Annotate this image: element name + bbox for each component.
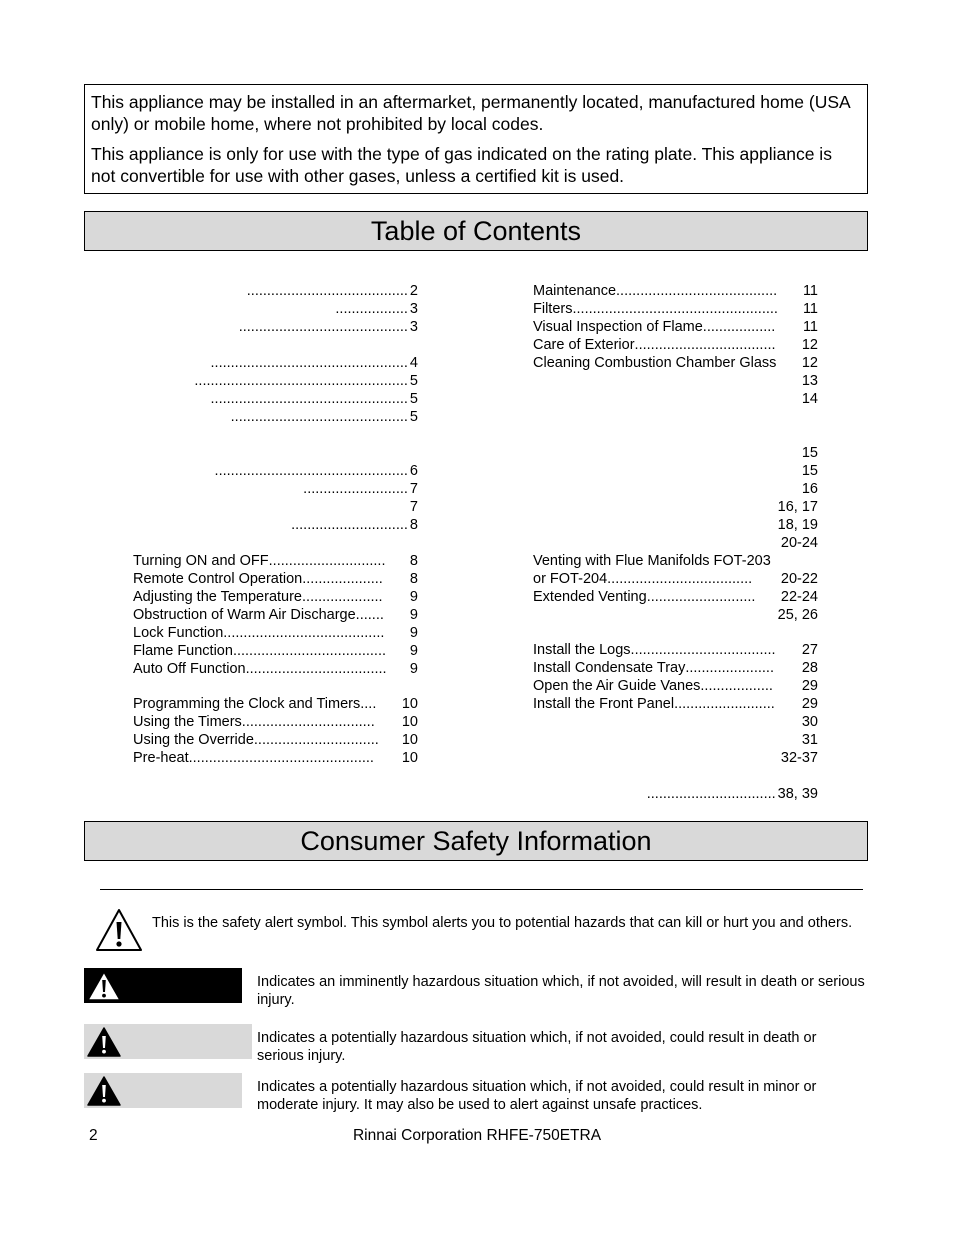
toc-entry bbox=[133, 390, 418, 408]
toc-entry-page: 25, 26 bbox=[777, 607, 818, 623]
toc-entry bbox=[533, 300, 818, 318]
toc-entry-title: Open the Air Guide Vanes bbox=[533, 678, 701, 694]
toc-heading: Table of Contents bbox=[84, 211, 868, 251]
toc-entry-title: Turning ON and OFF bbox=[133, 553, 269, 569]
toc-entry-leader: ................................ bbox=[646, 786, 776, 802]
toc-entry-page: 18, 19 bbox=[777, 517, 818, 533]
caution-description: Indicates a potentially hazardous situation which, if not avoided, could result in minor or moderate injury. It may also be used to alert against unsafe practices. bbox=[257, 1079, 817, 1113]
toc-entry-leader: ........................................ bbox=[246, 283, 408, 299]
toc-entry-title: or FOT-204 bbox=[533, 571, 608, 587]
toc-entry-title: Using the Override bbox=[133, 732, 254, 748]
toc-entry-page: 8 bbox=[409, 517, 418, 533]
toc-entry-title: Filters bbox=[533, 301, 573, 317]
toc-entry-page: 20-24 bbox=[780, 535, 818, 551]
toc-entry-leader: ................................... bbox=[245, 661, 387, 677]
toc-entry-page: 7 bbox=[409, 481, 418, 497]
footer-document-title: Rinnai Corporation RHFE-750ETRA bbox=[352, 1127, 602, 1144]
toc-entry bbox=[533, 336, 818, 354]
toc-entry-page: 16, 17 bbox=[777, 499, 818, 515]
toc-entry bbox=[133, 372, 418, 390]
toc-entry-leader: .................................... bbox=[630, 642, 776, 658]
toc-entry bbox=[533, 570, 818, 588]
toc-entry-leader: ............................... bbox=[253, 732, 379, 748]
toc-entry bbox=[533, 552, 818, 570]
toc-entry-leader: .................. bbox=[335, 301, 408, 317]
toc-entry-page: 29 bbox=[801, 678, 818, 694]
toc-entry-page: 4 bbox=[409, 355, 418, 371]
safety-symbol-text: This is the safety alert symbol. This symbol alerts you to potential hazards that can kill or hurt you and others. bbox=[152, 915, 853, 931]
toc-entry-title: Auto Off Function bbox=[133, 661, 246, 677]
toc-entry-leader: ............................................ bbox=[230, 409, 408, 425]
toc-entry bbox=[133, 516, 418, 534]
toc-entry-page: 10 bbox=[401, 714, 418, 730]
safety-heading: Consumer Safety Information bbox=[84, 821, 868, 861]
toc-entry-page: 5 bbox=[409, 391, 418, 407]
toc-entry-page: 9 bbox=[409, 661, 418, 677]
toc-entry-page: 22-24 bbox=[780, 589, 818, 605]
toc-entry-title: Using the Timers bbox=[133, 714, 242, 730]
toc-entry bbox=[533, 785, 818, 803]
toc-entry-leader: .......................................... bbox=[238, 319, 408, 335]
toc-entry-leader: ......................... bbox=[674, 696, 775, 712]
toc-entry-title: Maintenance bbox=[533, 283, 617, 299]
toc-entry-page: 10 bbox=[401, 750, 418, 766]
toc-entry-page: 20-22 bbox=[780, 571, 818, 587]
toc-entry bbox=[133, 642, 418, 660]
toc-entry-page: 8 bbox=[409, 553, 418, 569]
toc-entry bbox=[133, 408, 418, 426]
danger-description: Indicates an imminently hazardous situation which, if not avoided, will result in death or serious injury. bbox=[257, 974, 865, 1008]
toc-entry-leader: .......................... bbox=[303, 481, 408, 497]
toc-entry-leader: ................................................... bbox=[572, 301, 778, 317]
toc-entry-leader: ........................... bbox=[646, 589, 756, 605]
toc-entry-page: 2 bbox=[409, 283, 418, 299]
toc-entry-title: Install the Logs bbox=[533, 642, 631, 658]
toc-entry-page: 38, 39 bbox=[777, 786, 818, 802]
footer-page-number: 2 bbox=[89, 1127, 98, 1144]
warning-triangle-icon bbox=[86, 970, 122, 1002]
toc-entry-page: 15 bbox=[801, 445, 818, 461]
warning-triangle-icon bbox=[86, 1026, 122, 1058]
toc-entry-title: Adjusting the Temperature bbox=[133, 589, 303, 605]
toc-entry-leader: ...................................... bbox=[232, 643, 387, 659]
toc-entry bbox=[133, 552, 418, 570]
toc-entry-title: Pre-heat bbox=[133, 750, 189, 766]
toc-entry-title: Programming the Clock and Timers bbox=[133, 696, 361, 712]
toc-entry-page: 13 bbox=[801, 373, 818, 389]
toc-entry bbox=[533, 641, 818, 659]
toc-entry-page: 12 bbox=[801, 337, 818, 353]
caution-label bbox=[84, 1073, 242, 1108]
toc-entry-page: 11 bbox=[802, 319, 818, 335]
toc-entry-leader: ....... bbox=[355, 607, 384, 623]
toc-entry-title: Extended Venting bbox=[533, 589, 647, 605]
toc-entry-page: 3 bbox=[409, 319, 418, 335]
toc-entry-leader: .... bbox=[360, 696, 377, 712]
toc-entry-leader: .............................................. bbox=[188, 750, 374, 766]
toc-entry-page: 11 bbox=[802, 283, 818, 299]
toc-entry-page: 7 bbox=[409, 499, 418, 515]
toc-entry bbox=[533, 659, 818, 677]
toc-entry-page: 27 bbox=[801, 642, 818, 658]
toc-entry-leader: .................... bbox=[302, 589, 383, 605]
notice-paragraph-2: This appliance is only for use with the type of gas indicated on the rating plate. This appliance is not convertible for use with other gases, unless a certified kit is used. bbox=[91, 144, 832, 186]
toc-entry-title: Lock Function bbox=[133, 625, 224, 641]
toc-entry-page: 31 bbox=[801, 732, 818, 748]
toc-entry-title: Cleaning Combustion Chamber Glass bbox=[533, 355, 777, 371]
toc-entry-leader: .................................... bbox=[607, 571, 753, 587]
toc-entry-page: 28 bbox=[801, 660, 818, 676]
toc-entry-page: 14 bbox=[801, 391, 818, 407]
toc-entry-title: Obstruction of Warm Air Discharge bbox=[133, 607, 356, 623]
toc-entry bbox=[533, 318, 818, 336]
toc-entry-title: Install Condensate Tray bbox=[533, 660, 686, 676]
installation-notice-box bbox=[84, 84, 868, 194]
toc-entry-leader: ................................................ bbox=[214, 463, 408, 479]
toc-entry bbox=[133, 749, 418, 767]
toc-entry-leader: .................. bbox=[700, 678, 773, 694]
toc-entry bbox=[533, 677, 818, 695]
danger-label bbox=[84, 968, 242, 1003]
toc-entry-leader: ................................. bbox=[241, 714, 375, 730]
toc-entry-page: 3 bbox=[409, 301, 418, 317]
toc-entry bbox=[133, 588, 418, 606]
toc-entry-title: Install the Front Panel bbox=[533, 696, 675, 712]
toc-entry bbox=[533, 354, 818, 372]
toc-entry bbox=[133, 570, 418, 588]
toc-entry bbox=[133, 462, 418, 480]
toc-entry-page: 12 bbox=[801, 355, 818, 371]
toc-entry bbox=[133, 354, 418, 372]
toc-entry-page: 15 bbox=[801, 463, 818, 479]
safety-alert-symbol-icon bbox=[94, 907, 144, 953]
toc-entry-leader: ............................. bbox=[268, 553, 386, 569]
toc-entry-page: 9 bbox=[409, 625, 418, 641]
toc-entry-title: Care of Exterior bbox=[533, 337, 635, 353]
toc-entry-title: Flame Function bbox=[133, 643, 233, 659]
notice-paragraph-1: This appliance may be installed in an aftermarket, permanently located, manufactured home (USA only) or mobile home, where not prohibited by local codes. bbox=[91, 92, 850, 134]
toc-entry bbox=[533, 282, 818, 300]
toc-entry bbox=[133, 282, 418, 300]
toc-entry-leader: ................................................. bbox=[210, 355, 408, 371]
toc-entry-page: 32-37 bbox=[780, 750, 818, 766]
section-divider bbox=[100, 889, 863, 890]
toc-entry bbox=[133, 480, 418, 498]
toc-entry-title: Venting with Flue Manifolds FOT-203 bbox=[533, 553, 771, 569]
warning-description: Indicates a potentially hazardous situation which, if not avoided, could result in death or serious injury. bbox=[257, 1030, 817, 1064]
toc-entry-page: 5 bbox=[409, 409, 418, 425]
toc-entry-page: 11 bbox=[802, 301, 818, 317]
toc-entry-leader: ........................................ bbox=[616, 283, 778, 299]
toc-entry-page: 29 bbox=[801, 696, 818, 712]
warning-triangle-icon bbox=[86, 1075, 122, 1107]
toc-entry-page: 30 bbox=[801, 714, 818, 730]
toc-entry bbox=[133, 713, 418, 731]
warning-label bbox=[84, 1024, 252, 1059]
toc-entry-page: 10 bbox=[401, 696, 418, 712]
toc-entry-page: 5 bbox=[409, 373, 418, 389]
toc-entry bbox=[133, 695, 418, 713]
toc-entry-page: 9 bbox=[409, 607, 418, 623]
toc-entry bbox=[533, 695, 818, 713]
toc-entry-leader: ............................. bbox=[291, 517, 408, 533]
toc-entry-leader: ...................... bbox=[685, 660, 774, 676]
toc-entry-leader: ..................................................... bbox=[194, 373, 408, 389]
toc-entry bbox=[133, 606, 418, 624]
toc-entry-page: 9 bbox=[409, 643, 418, 659]
toc-entry bbox=[133, 318, 418, 336]
toc-entry bbox=[133, 624, 418, 642]
toc-entry-title: Remote Control Operation bbox=[133, 571, 303, 587]
toc-entry bbox=[133, 731, 418, 749]
toc-entry-leader: ................................................. bbox=[210, 391, 408, 407]
toc-entry-page: 10 bbox=[401, 732, 418, 748]
toc-entry-page: 8 bbox=[409, 571, 418, 587]
toc-entry-page: 9 bbox=[409, 589, 418, 605]
toc-entry-page: 6 bbox=[409, 463, 418, 479]
toc-entry-leader: ........................................ bbox=[223, 625, 385, 641]
toc-entry-leader: .................... bbox=[302, 571, 383, 587]
toc-entry-leader: .................. bbox=[702, 319, 776, 335]
toc-entry-page: 16 bbox=[801, 481, 818, 497]
toc-entry-title: Visual Inspection of Flame bbox=[533, 319, 703, 335]
toc-entry bbox=[533, 588, 818, 606]
toc-entry bbox=[133, 300, 418, 318]
toc-entry bbox=[133, 660, 418, 678]
toc-entry-leader: ................................... bbox=[634, 337, 776, 353]
